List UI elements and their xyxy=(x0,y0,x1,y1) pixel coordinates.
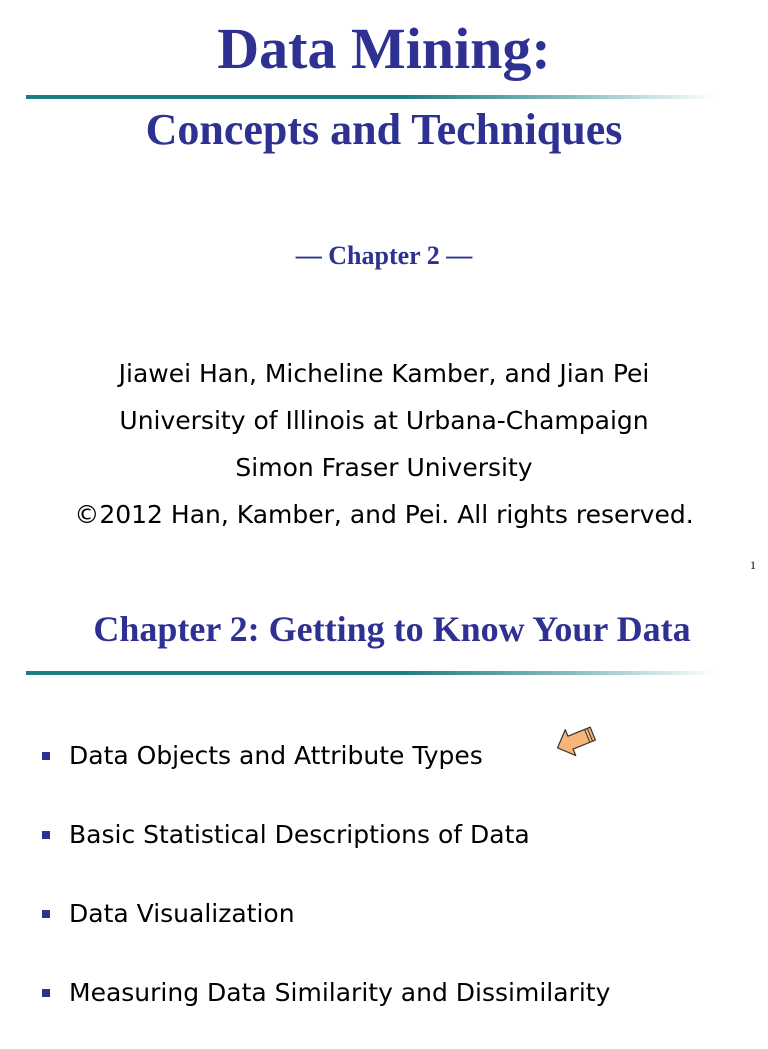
chapter-label: — Chapter 2 — xyxy=(295,241,473,270)
slide-title: Chapter 2: Getting to Know Your Data xyxy=(93,609,691,649)
square-bullet-icon xyxy=(42,910,50,918)
page-number: 1 xyxy=(750,558,756,572)
title-divider-rule xyxy=(26,671,716,675)
list-item xyxy=(40,970,610,1049)
list-item xyxy=(40,733,610,812)
title-divider-rule xyxy=(26,95,716,99)
authors-line: Jiawei Han, Micheline Kamber, and Jian Pei xyxy=(118,359,650,388)
square-bullet-icon xyxy=(42,752,50,760)
list-item xyxy=(40,891,610,970)
affiliation-line: University of Illinois at Urbana-Champaign xyxy=(119,406,649,435)
list-item-label: Data Visualization xyxy=(69,899,295,928)
author-block xyxy=(0,350,768,538)
slide-title: Data Mining: xyxy=(217,16,551,81)
list-item-label: Basic Statistical Descriptions of Data xyxy=(69,820,530,849)
slide-subtitle: Concepts and Techniques xyxy=(145,105,623,154)
square-bullet-icon xyxy=(42,989,50,997)
bullet-list xyxy=(40,733,610,1049)
affiliation-line: Simon Fraser University xyxy=(235,453,533,482)
list-item-label: Data Objects and Attribute Types xyxy=(69,741,483,770)
list-item-label: Measuring Data Similarity and Dissimilarity xyxy=(69,978,611,1007)
list-item xyxy=(40,812,610,891)
copyright-line: ©2012 Han, Kamber, and Pei. All rights reserved. xyxy=(74,500,694,529)
square-bullet-icon xyxy=(42,831,50,839)
hand-pointer-arrow-icon xyxy=(554,718,600,762)
